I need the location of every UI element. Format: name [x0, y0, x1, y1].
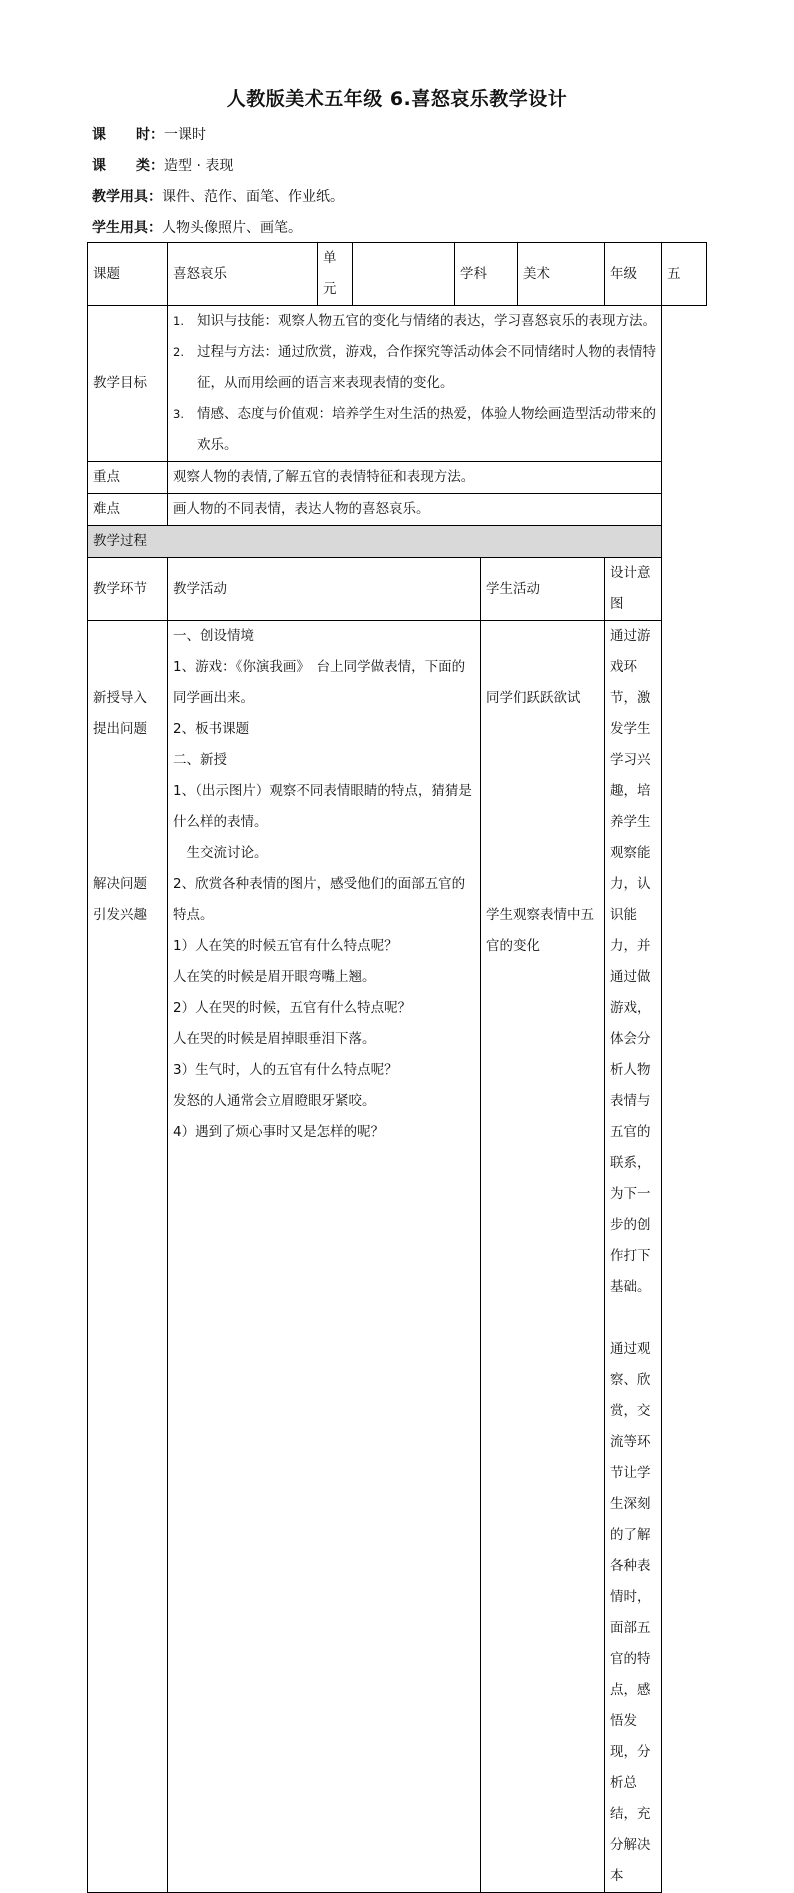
- subject-label: 学科: [455, 243, 518, 306]
- activity-line: 1、（出示图片）观察不同表情眼睛的特点，猜猜是什么样的表情。: [173, 783, 472, 830]
- meta-value: 一课时: [164, 127, 206, 143]
- activity-line: 1）人在笑的时候五官有什么特点呢？: [173, 938, 398, 954]
- design-intent-cell: [605, 621, 662, 1893]
- column-header: 教学环节: [88, 558, 168, 621]
- key-point-value: 观察人物的表情,了解五官的表情特征和表现方法。: [168, 462, 662, 494]
- activity-line: 1、游戏：《你演我画》 台上同学做表情，下面的同学画出来。: [173, 659, 466, 706]
- unit-label: 单元: [318, 243, 353, 306]
- table-row: [88, 621, 707, 1893]
- stage-label: 新授导入: [93, 690, 147, 706]
- student-activity-text: 同学们跃跃欲试: [486, 690, 581, 706]
- meta-class-hours: 课时：一课时: [92, 127, 206, 143]
- stage-label: 解决问题: [93, 876, 147, 892]
- difficulty-value: 画人物的不同表情，表达人物的喜怒哀乐。: [168, 494, 662, 526]
- objective-text: 知识与技能：观察人物五官的变化与情绪的表达，学习喜怒哀乐的表现方法。: [197, 313, 656, 329]
- activity-line: 二、新授: [173, 752, 227, 768]
- unit-value: [353, 243, 455, 306]
- activity-line: 人在哭的时候是眉掉眼垂泪下落。: [173, 1031, 376, 1047]
- objective-number: 1.: [173, 314, 184, 328]
- subject-value: 美术: [518, 243, 605, 306]
- meta-value: 造型 · 表现: [164, 158, 234, 174]
- meta-key: 类: [136, 158, 150, 174]
- objective-text: 情感、态度与价值观：培养学生对生活的热爱，体验人物绘画造型活动带来的欢乐。: [197, 406, 656, 453]
- lesson-plan-table: [87, 242, 707, 1893]
- objectives-cell: [168, 306, 662, 462]
- meta-key: 教学用具: [92, 189, 148, 205]
- column-header: 教学活动: [168, 558, 481, 621]
- activity-line: 2、板书课题: [173, 721, 250, 737]
- stage-label: 引发兴趣: [93, 907, 147, 923]
- grade-label: 年级: [605, 243, 662, 306]
- column-header: 学生活动: [481, 558, 605, 621]
- document-title: 人教版美术五年级 6.喜怒哀乐教学设计: [226, 88, 568, 110]
- topic-label: 课题: [88, 243, 168, 306]
- meta-value: 课件、范作、面笔、作业纸。: [162, 189, 344, 205]
- grade-value: 五: [662, 243, 707, 306]
- activity-line: 2）人在哭的时候，五官有什么特点呢？: [173, 1000, 412, 1016]
- activity-line: 4）遇到了烦心事时又是怎样的呢？: [173, 1124, 385, 1140]
- meta-key: 课: [92, 158, 136, 174]
- process-header: 教学过程: [88, 526, 662, 558]
- meta-teaching-tools: 教学用具：课件、范作、面笔、作业纸。: [92, 189, 344, 205]
- student-activity-cell: [481, 621, 605, 1893]
- design-intent-text: 通过游戏环节，激发学生学习兴趣，培养学生观察能力，认识能力，并通过做游戏，体会分析人物表情与五官的联系，为下一步的创作打下基础。: [610, 628, 651, 1295]
- key-point-label: 重点: [88, 462, 168, 494]
- table-row: [88, 494, 707, 526]
- table-row: [88, 526, 707, 558]
- activity-line: 一、创设情境: [173, 628, 254, 644]
- design-intent-text: 通过观察、欣赏，交流等环节让学生深刻的了解各种表情时，面部五官的特点，感悟发现，分析总结，充分解决本: [610, 1341, 651, 1884]
- meta-value: 人物头像照片、画笔。: [162, 220, 302, 236]
- stage-label: 提出问题: [93, 721, 147, 737]
- objectives-label: 教学目标: [88, 306, 168, 462]
- activity-line: 生交流讨论。: [173, 845, 268, 861]
- table-row: [88, 558, 707, 621]
- table-row: [88, 462, 707, 494]
- activity-line: 2、欣赏各种表情的图片，感受他们的面部五官的特点。: [173, 876, 466, 923]
- activity-line: 3）生气时，人的五官有什么特点呢？: [173, 1062, 398, 1078]
- difficulty-label: 难点: [88, 494, 168, 526]
- meta-class-type: 课类：造型 · 表现: [92, 158, 234, 174]
- activities-cell: [168, 621, 481, 1893]
- objective-number: 2.: [173, 345, 184, 359]
- activity-line: 发怒的人通常会立眉瞪眼牙紧咬。: [173, 1093, 376, 1109]
- meta-key: 时: [136, 127, 150, 143]
- objective-number: 3.: [173, 407, 184, 421]
- meta-key: 课: [92, 127, 136, 143]
- meta-student-tools: 学生用具：人物头像照片、画笔。: [92, 220, 302, 236]
- student-activity-text: 学生观察表情中五官的变化: [486, 907, 594, 954]
- stage-cell: [88, 621, 168, 1893]
- meta-key: 学生用具: [92, 220, 148, 236]
- activity-line: 人在笑的时候是眉开眼弯嘴上翘。: [173, 969, 376, 985]
- objective-text: 过程与方法：通过欣赏，游戏，合作探究等活动体会不同情绪时人物的表情特征，从而用绘画的语言来表现表情的变化。: [197, 344, 656, 391]
- table-row: [88, 243, 707, 306]
- topic-value: 喜怒哀乐: [168, 243, 318, 306]
- column-header: 设计意图: [605, 558, 662, 621]
- table-row: [88, 306, 707, 462]
